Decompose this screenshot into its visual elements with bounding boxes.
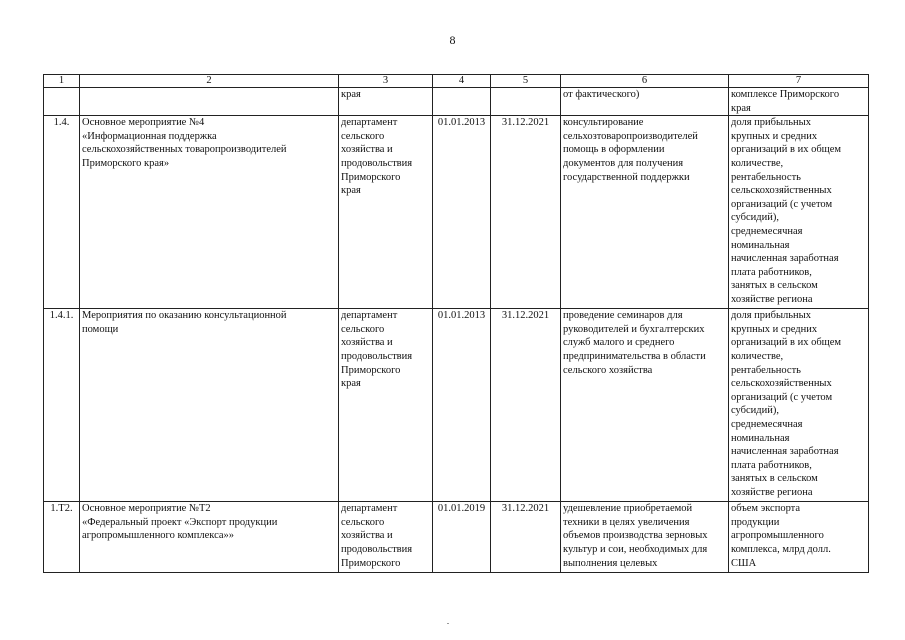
table-row	[44, 309, 869, 502]
expected-result: проведение семинаров для руководителей и бухгалтерских служб малого и среднего предпринимательства в области сельского хозяйства	[561, 309, 729, 502]
program-measures-table	[43, 74, 869, 573]
start-date: 01.01.2013	[433, 309, 491, 502]
row-number: 1.Т2.	[44, 502, 80, 573]
target-indicator: доля прибыльных крупных и средних организаций в их общем количестве, рентабельность сельскохозяйственных организаций (с учетом субсидий), среднемесячная номинальная начисленная заработная плата работников, занятых в сельском хозяйстве региона	[729, 309, 869, 502]
column-number: 3	[339, 75, 433, 88]
measure-name	[80, 88, 339, 116]
row-number: 1.4.1.	[44, 309, 80, 502]
page-number: 8	[449, 33, 456, 47]
column-number: 5	[491, 75, 561, 88]
end-date: 31.12.2021	[491, 116, 561, 309]
row-number: 1.4.	[44, 116, 80, 309]
column-number: 2	[80, 75, 339, 88]
measure-name: Основное мероприятие №4 «Информационная поддержка сельскохозяйственных товаропроизводителей Приморского края»	[80, 116, 339, 309]
responsible-executor: департамент сельского хозяйства и продовольствия Приморского края	[339, 116, 433, 309]
target-indicator: объем экспорта продукции агропромышленного комплекса, млрд долл. США	[729, 502, 869, 573]
table-row	[44, 116, 869, 309]
column-number: 1	[44, 75, 80, 88]
measure-name: Мероприятия по оказанию консультационной помощи	[80, 309, 339, 502]
expected-result: консультирование сельхозтоваропроизводителей помощь в оформлении документов для получения государственной поддержки	[561, 116, 729, 309]
expected-result: удешевление приобретаемой техники в целях увеличения объемов производства зерновых культур и сои, необходимых для выполнения целевых	[561, 502, 729, 573]
measure-name: Основное мероприятие №Т2 «Федеральный проект «Экспорт продукции агропромышленного комплекса»»	[80, 502, 339, 573]
target-indicator: доля прибыльных крупных и средних организаций в их общем количестве, рентабельность сельскохозяйственных организаций (с учетом субсидий), среднемесячная номинальная начисленная заработная плата работников, занятых в сельском хозяйстве региона	[729, 116, 869, 309]
responsible-executor: департамент сельского хозяйства и продовольствия Приморского	[339, 502, 433, 573]
end-date: 31.12.2021	[491, 502, 561, 573]
column-number: 6	[561, 75, 729, 88]
responsible-executor: департамент сельского хозяйства и продовольствия Приморского края	[339, 309, 433, 502]
column-number: 4	[433, 75, 491, 88]
column-number-header-row	[44, 75, 869, 88]
start-date	[433, 88, 491, 116]
table-row	[44, 502, 869, 573]
scan-speck	[447, 623, 449, 624]
end-date: 31.12.2021	[491, 309, 561, 502]
start-date: 01.01.2013	[433, 116, 491, 309]
row-number	[44, 88, 80, 116]
responsible-executor: края	[339, 88, 433, 116]
column-number: 7	[729, 75, 869, 88]
end-date	[491, 88, 561, 116]
target-indicator: комплексе Приморского края	[729, 88, 869, 116]
expected-result: от фактического)	[561, 88, 729, 116]
table-row	[44, 88, 869, 116]
start-date: 01.01.2019	[433, 502, 491, 573]
